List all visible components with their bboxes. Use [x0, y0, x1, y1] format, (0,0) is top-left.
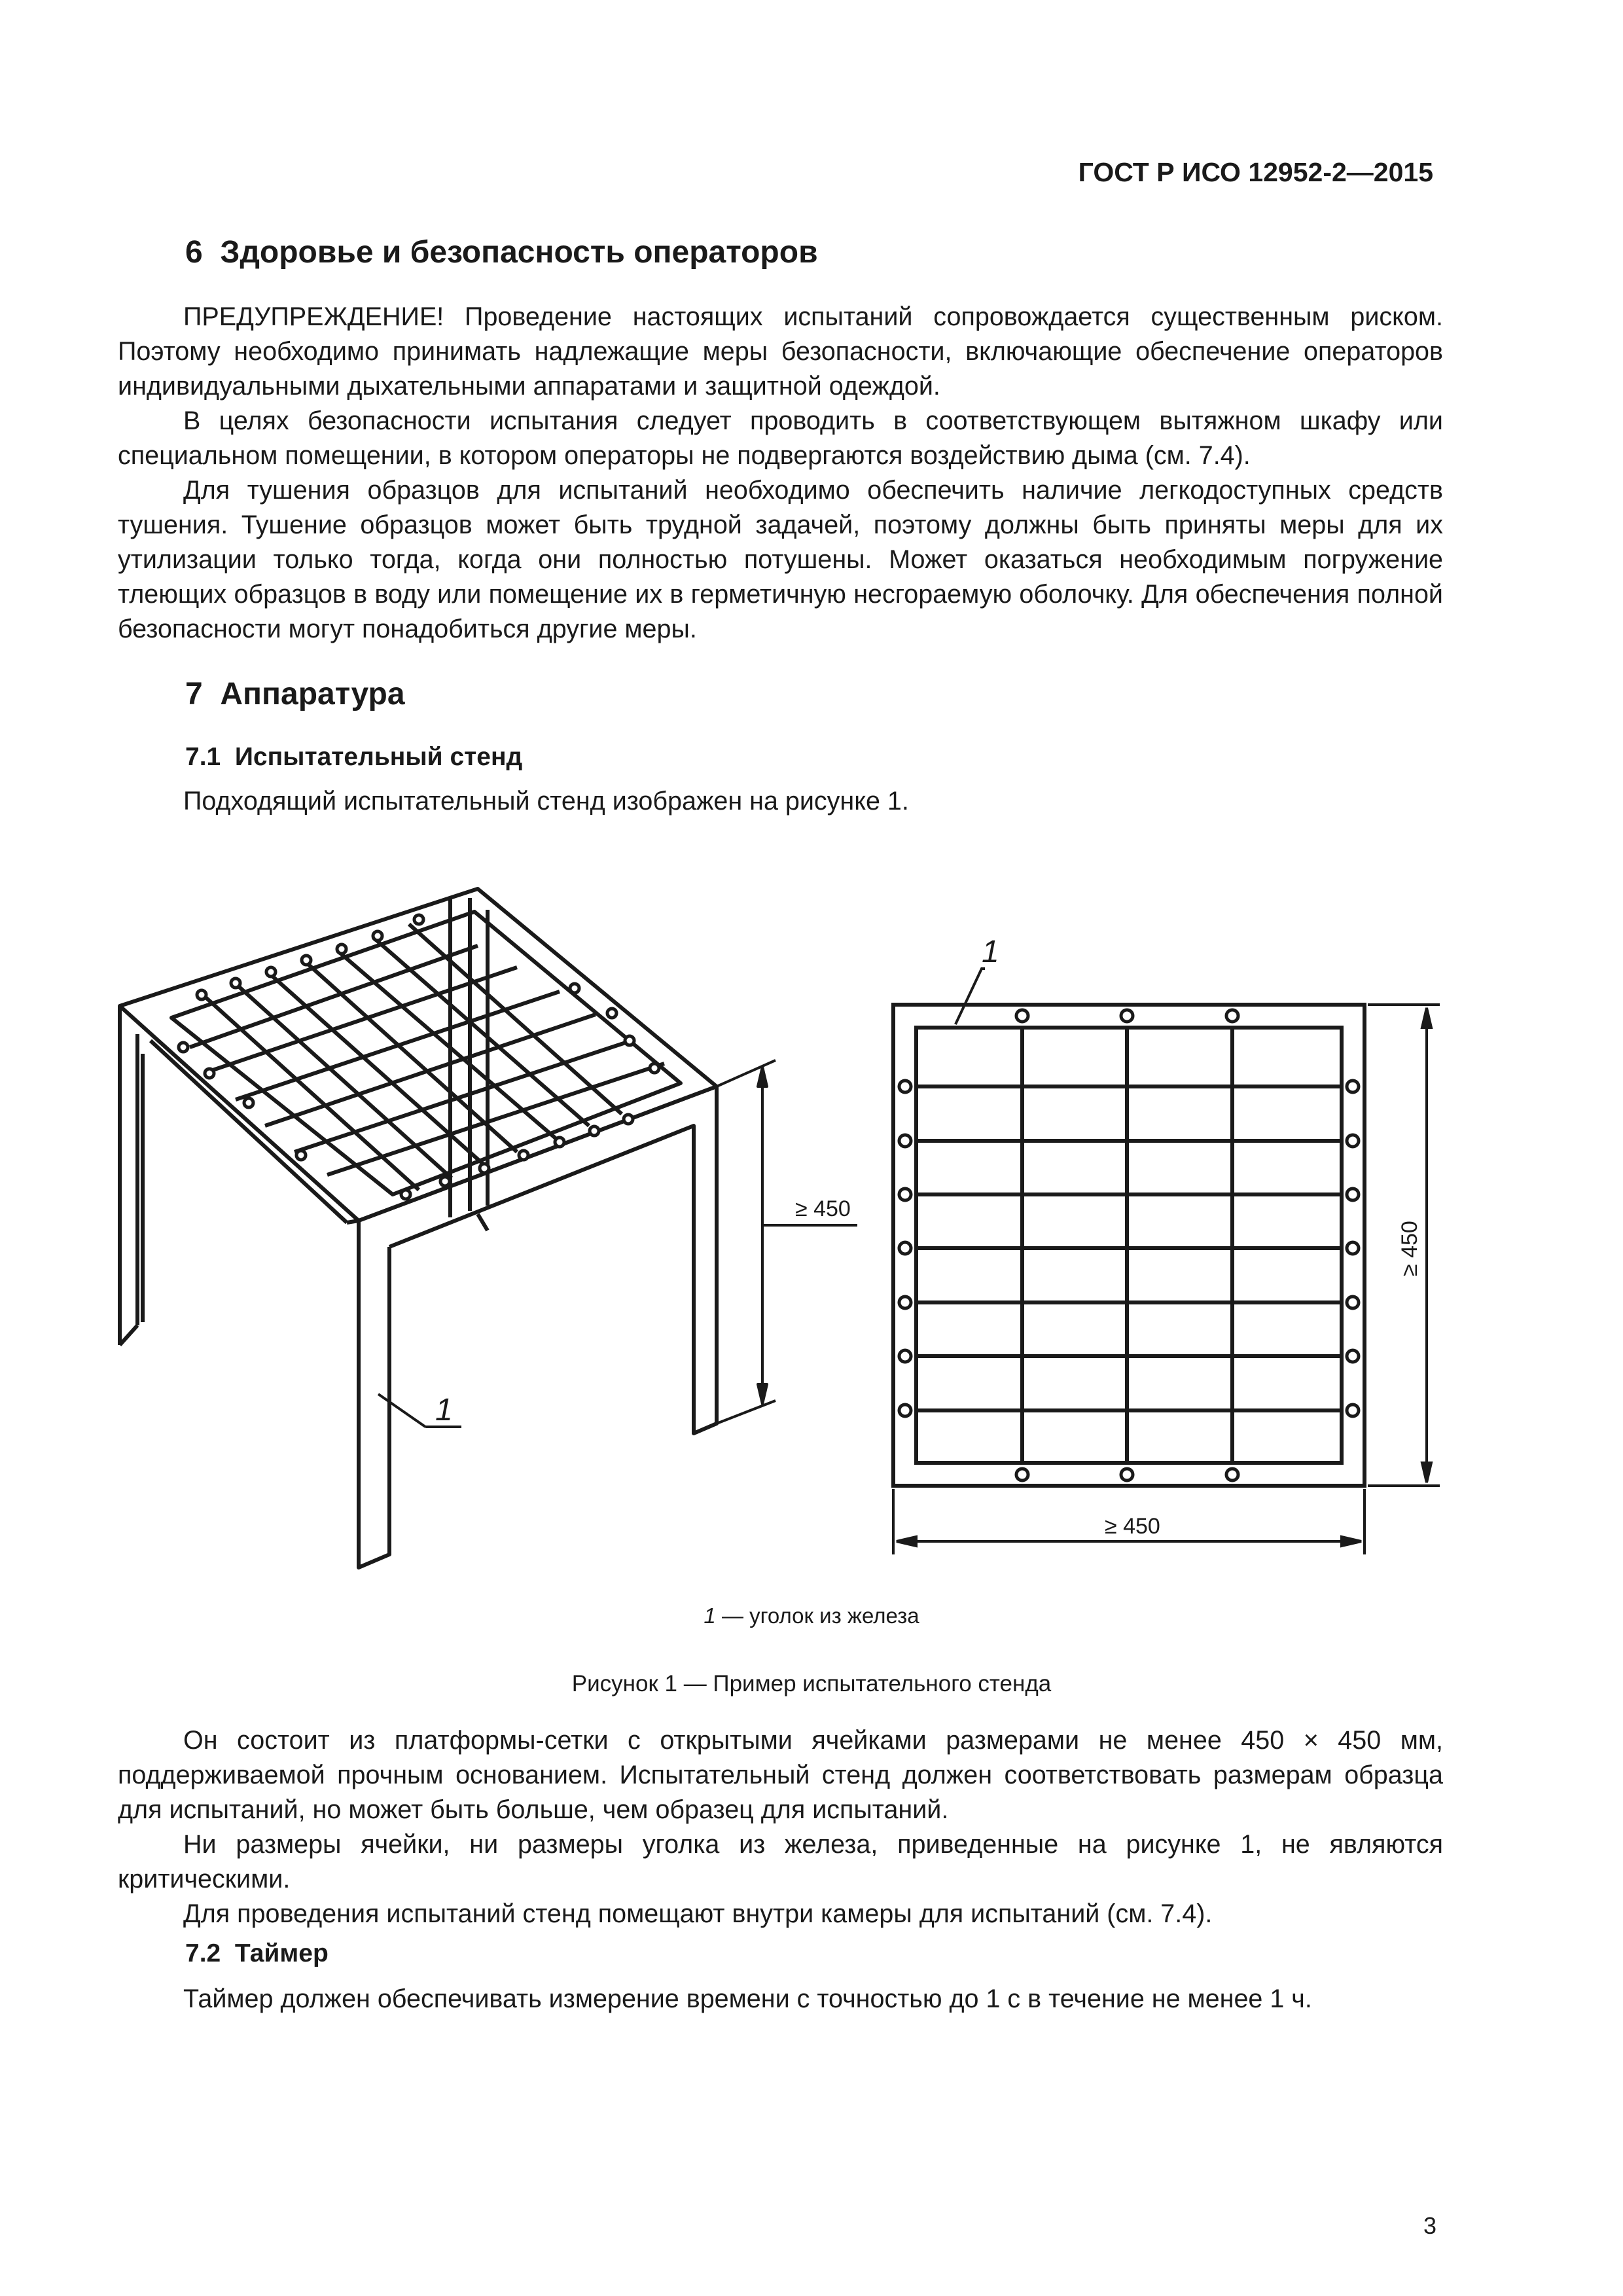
page-number: 3	[1423, 2212, 1436, 2239]
isometric-stand-drawing	[120, 889, 857, 1568]
plan-vertical-wires	[1022, 1028, 1232, 1463]
document-header: ГОСТ Р ИСО 12952-2—2015	[1078, 157, 1433, 187]
grid-fastener-dots	[179, 915, 659, 1199]
stand-leg-edge	[120, 1325, 137, 1345]
legend-text: — уголок из железа	[715, 1604, 919, 1628]
section-6-number: 6	[185, 235, 203, 270]
section-7-number: 7	[185, 677, 203, 711]
section-6-title: Здоровье и безопасность операторов	[220, 235, 818, 270]
front-leg	[359, 1221, 389, 1568]
plan-view-drawing	[893, 969, 1440, 1554]
plan-horizontal-wires	[916, 1086, 1342, 1410]
stand-top-frame	[120, 889, 717, 1221]
height-dimension	[717, 1060, 857, 1424]
plan-leader-line	[955, 969, 985, 1024]
iso-leader-line	[378, 1394, 461, 1427]
subsection-7-1-title: Испытательный стенд	[234, 743, 523, 771]
subsection-7-1-heading	[185, 743, 522, 772]
figure-caption: Рисунок 1 — Пример испытательного стенда	[571, 1671, 1052, 1696]
height-dimension-label: ≥ 450	[795, 1196, 851, 1221]
plan-height-dimension	[1368, 1005, 1440, 1486]
figure-description-paragraph: Для проведения испытаний стенд помещают внутри камеры для испытаний (см. 7.4).	[183, 1899, 1213, 1928]
grid-wires-direction-a	[203, 924, 622, 1190]
plan-inner-frame	[916, 1028, 1342, 1463]
section-7-title: Аппаратура	[220, 677, 405, 711]
figure-description-paragraph: Он состоит из платформы-сетки с открытыми ячейками размерами не менее 450 × 450 мм, поддерживаемой прочным основанием. Испытательный стенд должен соответствовать размерам образца для испытаний, но может быть больше, чем образец для испытаний.	[118, 1726, 1443, 1824]
plan-width-dimension	[893, 1489, 1364, 1554]
figure-legend	[0, 1604, 1623, 1628]
subsection-7-1-number: 7.1	[185, 743, 221, 771]
plan-width-dimension-label: ≥ 450	[1105, 1514, 1160, 1539]
section-7-heading	[185, 676, 405, 712]
grid-wires-direction-b	[190, 946, 664, 1175]
stand-side-frame	[359, 1086, 717, 1433]
plan-outer-frame	[893, 1005, 1364, 1486]
legend-number: 1	[704, 1604, 716, 1628]
subsection-7-2-number: 7.2	[185, 1939, 221, 1967]
section-6-paragraph: ПРЕДУПРЕЖДЕНИЕ! Проведение настоящих испытаний сопровождается существенным риском. Поэтому необходимо принимать надлежащие меры безопасности, включающие обеспечение операторов индивидуальными дыхательными аппаратами и защитной одеждой.	[118, 302, 1443, 401]
section-6-paragraph: В целях безопасности испытания следует проводить в соответствующем вытяжном шкафу или специальном помещении, в котором операторы не подвергаются воздействию дыма (см. 7.4).	[118, 406, 1443, 470]
subsection-7-1-intro: Подходящий испытательный стенд изображен на рисунке 1.	[183, 787, 909, 816]
plan-height-dimension-label: ≥ 450	[1397, 1221, 1422, 1276]
stand-rear-edge	[151, 1041, 347, 1223]
stand-rear-edge	[347, 1221, 359, 1223]
section-6-paragraph: Для тушения образцов для испытаний необходимо обеспечить наличие легкодоступных средств тушения. Тушение образцов может быть трудной задачей, поэтому должны быть приняты меры для их утилизации только тогда, когда они полностью потушены. Может оказаться необходимым погружение тлеющих образцов в воду или помещение их в герметичную несгораемую оболочку. Для обеспечения полной безопасности могут понадобиться другие меры.	[118, 476, 1443, 643]
plan-fastener-dots	[899, 1010, 1359, 1480]
rear-post-foot	[478, 1214, 488, 1230]
figure-description-paragraph: Ни размеры ячейки, ни размеры уголка из железа, приведенные на рисунке 1, не являются критическими.	[118, 1830, 1443, 1893]
iso-callout-label: 1	[435, 1393, 453, 1427]
subsection-7-2-title: Таймер	[234, 1939, 329, 1967]
section-6-heading	[185, 234, 818, 270]
subsection-7-2-text: Таймер должен обеспечивать измерение времени с точностью до 1 с в течение не менее 1 ч.	[183, 1984, 1312, 2013]
plan-callout-label: 1	[982, 935, 999, 969]
grid-platform-inner	[171, 912, 681, 1194]
subsection-7-2-heading	[185, 1939, 329, 1968]
